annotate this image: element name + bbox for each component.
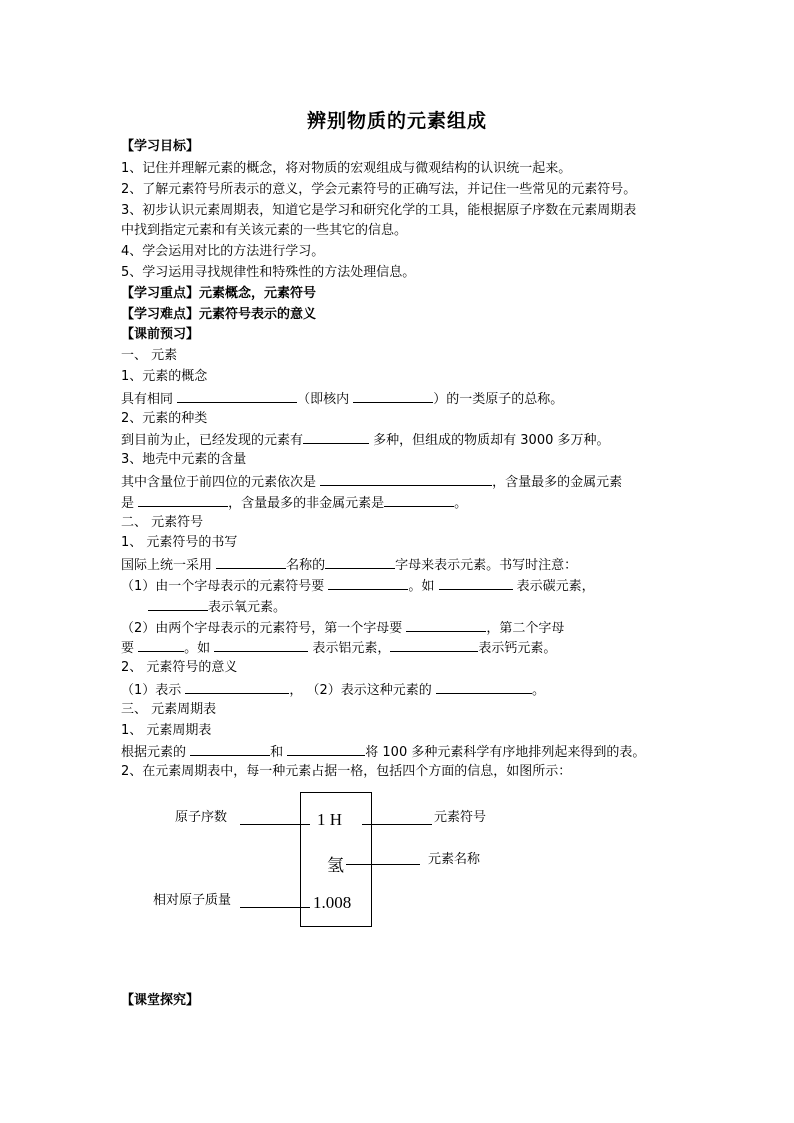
blank-field[interactable]: [390, 638, 478, 652]
blank-field[interactable]: [138, 493, 228, 507]
kinds-title: 2、元素的种类: [121, 411, 208, 426]
blank-field[interactable]: [436, 680, 532, 694]
goal-item: 1、记住并理解元素的概念，将对物质的宏观组成与微观结构的认识统一起来。: [121, 161, 572, 176]
cell-info-line: 2、在元素周期表中，每一种元素占据一格，包括四个方面的信息，如图所示：: [121, 764, 572, 779]
rule-1-line: （1）由一个字母表示的元素符号要 。如 表示碳元素，: [121, 576, 595, 596]
name-pointer: [346, 864, 420, 865]
goal-item: 5、学习运用寻找规律性和特殊性的方法处理信息。: [121, 265, 416, 280]
kinds-line: 到目前为止，已经发现的元素有 多种，但组成的物质却有 3000 多万种。: [121, 430, 610, 450]
blank-field[interactable]: [439, 576, 513, 590]
explore-heading: 【课堂探究】: [121, 993, 200, 1008]
name-label: 元素名称: [428, 852, 481, 867]
blank-field[interactable]: [384, 493, 454, 507]
mass-label: 相对原子质量: [153, 893, 232, 908]
symbol-pointer: [362, 824, 432, 825]
blank-field[interactable]: [353, 389, 433, 403]
element-name: 氢: [327, 856, 344, 875]
goals-heading: 【学习目标】: [121, 139, 200, 154]
concept-title: 1、元素的概念: [121, 369, 208, 384]
page-title: 辨别物质的元素组成: [306, 110, 487, 132]
crust-line-1: 其中含量位于前四位的元素依次是 ，含量最多的金属元素: [121, 472, 622, 492]
atomic-number-label: 原子序数: [175, 810, 228, 825]
difficult-point: 【学习难点】元素符号表示的意义: [121, 307, 317, 322]
mass-value: 1.008: [313, 893, 352, 912]
atomic-number-pointer: [240, 824, 310, 825]
meaning-line: （1）表示 ， （2）表示这种元素的 。: [121, 680, 545, 700]
goal-item: 中找到指定元素和有关该元素的一些其它的信息。: [121, 223, 408, 238]
blank-field[interactable]: [328, 576, 408, 590]
key-point: 【学习重点】元素概念，元素符号: [121, 286, 317, 301]
write-line: 国际上统一采用 名称的 字母来表示元素。书写时注意：: [121, 555, 577, 575]
blank-field[interactable]: [214, 638, 308, 652]
rule-1-line-cont: 表示氧元素。: [148, 597, 286, 617]
crust-title: 3、地壳中元素的含量: [121, 452, 247, 467]
table-title: 1、 元素周期表: [121, 723, 212, 738]
goal-item: 2、了解元素符号所表示的意义，学会元素符号的正确写法，并记住一些常见的元素符号。: [121, 182, 637, 197]
mass-pointer: [240, 907, 310, 908]
blank-field[interactable]: [185, 680, 289, 694]
blank-field[interactable]: [190, 742, 270, 756]
section-1-heading: 一、 元素: [121, 348, 178, 363]
preview-heading: 【课前预习】: [121, 327, 200, 342]
blank-field[interactable]: [138, 638, 184, 652]
blank-field[interactable]: [406, 618, 486, 632]
symbol-label: 元素符号: [434, 810, 487, 825]
goal-item: 3、初步认识元素周期表，知道它是学习和研究化学的工具，能根据原子序数在元素周期表: [121, 203, 637, 218]
table-line: 根据元素的 和 将 100 多种元素科学有序地排列起来得到的表。: [121, 742, 645, 762]
blank-field[interactable]: [303, 430, 369, 444]
blank-field[interactable]: [320, 472, 492, 486]
meaning-title: 2、 元素符号的意义: [121, 660, 238, 675]
blank-field[interactable]: [287, 742, 365, 756]
number-symbol: 1 H: [317, 810, 343, 829]
blank-field[interactable]: [216, 555, 286, 569]
section-3-heading: 三、 元素周期表: [121, 702, 217, 717]
rule-2-line-cont: 要 。如 表示铝元素， 表示钙元素。: [121, 638, 556, 658]
concept-line: 具有相同 （即核内 ）的一类原子的总称。: [121, 389, 563, 409]
crust-line-2: 是 ，含量最多的非金属元素是 。: [121, 493, 467, 513]
goal-item: 4、学会运用对比的方法进行学习。: [121, 244, 325, 259]
blank-field[interactable]: [177, 389, 297, 403]
blank-field[interactable]: [325, 555, 395, 569]
blank-field[interactable]: [148, 597, 208, 611]
write-title: 1、 元素符号的书写: [121, 535, 238, 550]
section-2-heading: 二、 元素符号: [121, 515, 204, 530]
rule-2-line: （2）由两个字母表示的元素符号，第一个字母要 ，第二个字母: [121, 618, 564, 638]
